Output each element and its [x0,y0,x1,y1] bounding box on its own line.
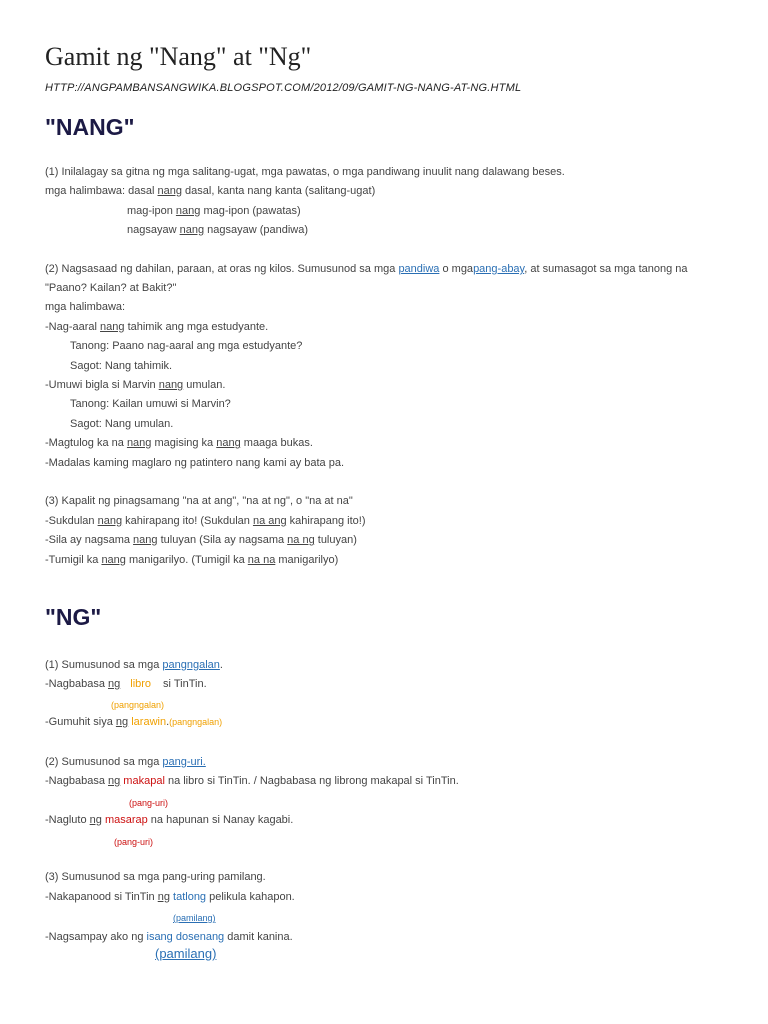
rule-2-questions: "Paano? Kailan? at Bakit?" [45,282,177,294]
ng-rule-2-tag-2: (pang-uri) [114,837,154,847]
ng-rule-2-text: (2) Sumusunod sa mga pang-uri. [45,756,206,768]
page-title: Gamit ng "Nang" at "Ng" [45,42,312,71]
rule-2-answer-2: Sagot: Nang umulan. [70,418,174,430]
ng-rule-1-example-2: -Gumuhit siya ng larawin.(pangngalan) [45,716,223,728]
source-url[interactable]: HTTP://ANGPAMBANSANGWIKA.BLOGSPOT.COM/2012/09/GAMIT-NG-NANG-AT-NG.HTML [45,82,522,94]
rule-1-example-3: nagsayaw nang nagsayaw (pandiwa) [127,224,309,236]
link-pangngalan[interactable]: pangngalan [162,659,220,671]
rule-2-example-3: -Magtulog ka na nang magising ka nang maaga bukas. [45,437,313,449]
rule-2-example-4: -Madalas kaming maglaro ng patintero nang kami ay bata pa. [45,457,345,469]
rule-3-text: (3) Kapalit ng pinagsamang "na at ang", "na at ng", o "na at na" [45,495,353,507]
examples-label: mga halimbawa: [45,301,126,313]
ng-rule-1-text: (1) Sumusunod sa mga pangngalan. [45,659,223,671]
link-pang-uri[interactable]: pang-uri. [162,756,206,768]
link-pandiwa[interactable]: pandiwa [398,263,440,275]
section-heading-nang: "NANG" [45,114,135,140]
rule-2-example-1: -Nag-aaral nang tahimik ang mga estudyante. [45,321,269,333]
ng-rule-3-example-2: -Nagsampay ako ng isang dosenang damit kanina. [45,931,293,943]
section-heading-ng: "NG" [45,604,102,630]
rule-3-example-1: -Sukdulan nang kahirapang ito! (Sukdulan na ang kahirapang ito!) [45,515,366,527]
rule-2-question-2: Tanong: Kailan umuwi si Marvin? [70,398,231,410]
ng-rule-2-tag-1: (pang-uri) [129,798,169,808]
rule-2-question-1: Tanong: Paano nag-aaral ang mga estudyante? [70,340,303,352]
rule-1-example-1: mga halimbawa: dasal nang dasal, kanta nang kanta (salitang-ugat) [45,185,376,197]
ng-rule-3-example-1: -Nakapanood si TinTin ng tatlong pelikula kahapon. [45,891,295,903]
rule-3-example-3: -Tumigil ka nang manigarilyo. (Tumigil ka na na manigarilyo) [45,554,339,566]
ng-rule-3-text: (3) Sumusunod sa mga pang-uring pamilang. [45,871,266,883]
ng-rule-2-example-1: -Nagbabasa ng makapal na libro si TinTin. / Nagbabasa ng librong makapal si TinTin. [45,775,459,787]
ng-rule-1-example-1: -Nagbabasa ng libro si TinTin. [45,678,207,690]
ng-rule-3-tag-1: (pamilang) [173,913,216,923]
rule-2-text: (2) Nagsasaad ng dahilan, paraan, at oras ng kilos. Sumusunod sa mga pandiwa o mgapang-abay, at sumasagot sa mga tanong na [45,263,688,275]
link-pang-abay[interactable]: pang-abay [473,263,525,275]
ng-rule-1-tag-1: (pangngalan) [111,700,165,710]
rule-1-example-2: mag-ipon nang mag-ipon (pawatas) [127,205,301,217]
ng-rule-3-tag-2: (pamilang) [155,946,217,961]
rule-2-answer-1: Sagot: Nang tahimik. [70,360,173,372]
rule-3-example-2: -Sila ay nagsama nang tuluyan (Sila ay nagsama na ng tuluyan) [45,534,357,546]
ng-rule-2-example-2: -Nagluto ng masarap na hapunan si Nanay kagabi. [45,814,294,826]
rule-2-example-2: -Umuwi bigla si Marvin nang umulan. [45,379,226,391]
rule-1-text: (1) Inilalagay sa gitna ng mga salitang-ugat, mga pawatas, o mga pandiwang inuulit nang dalawang beses. [45,166,565,178]
